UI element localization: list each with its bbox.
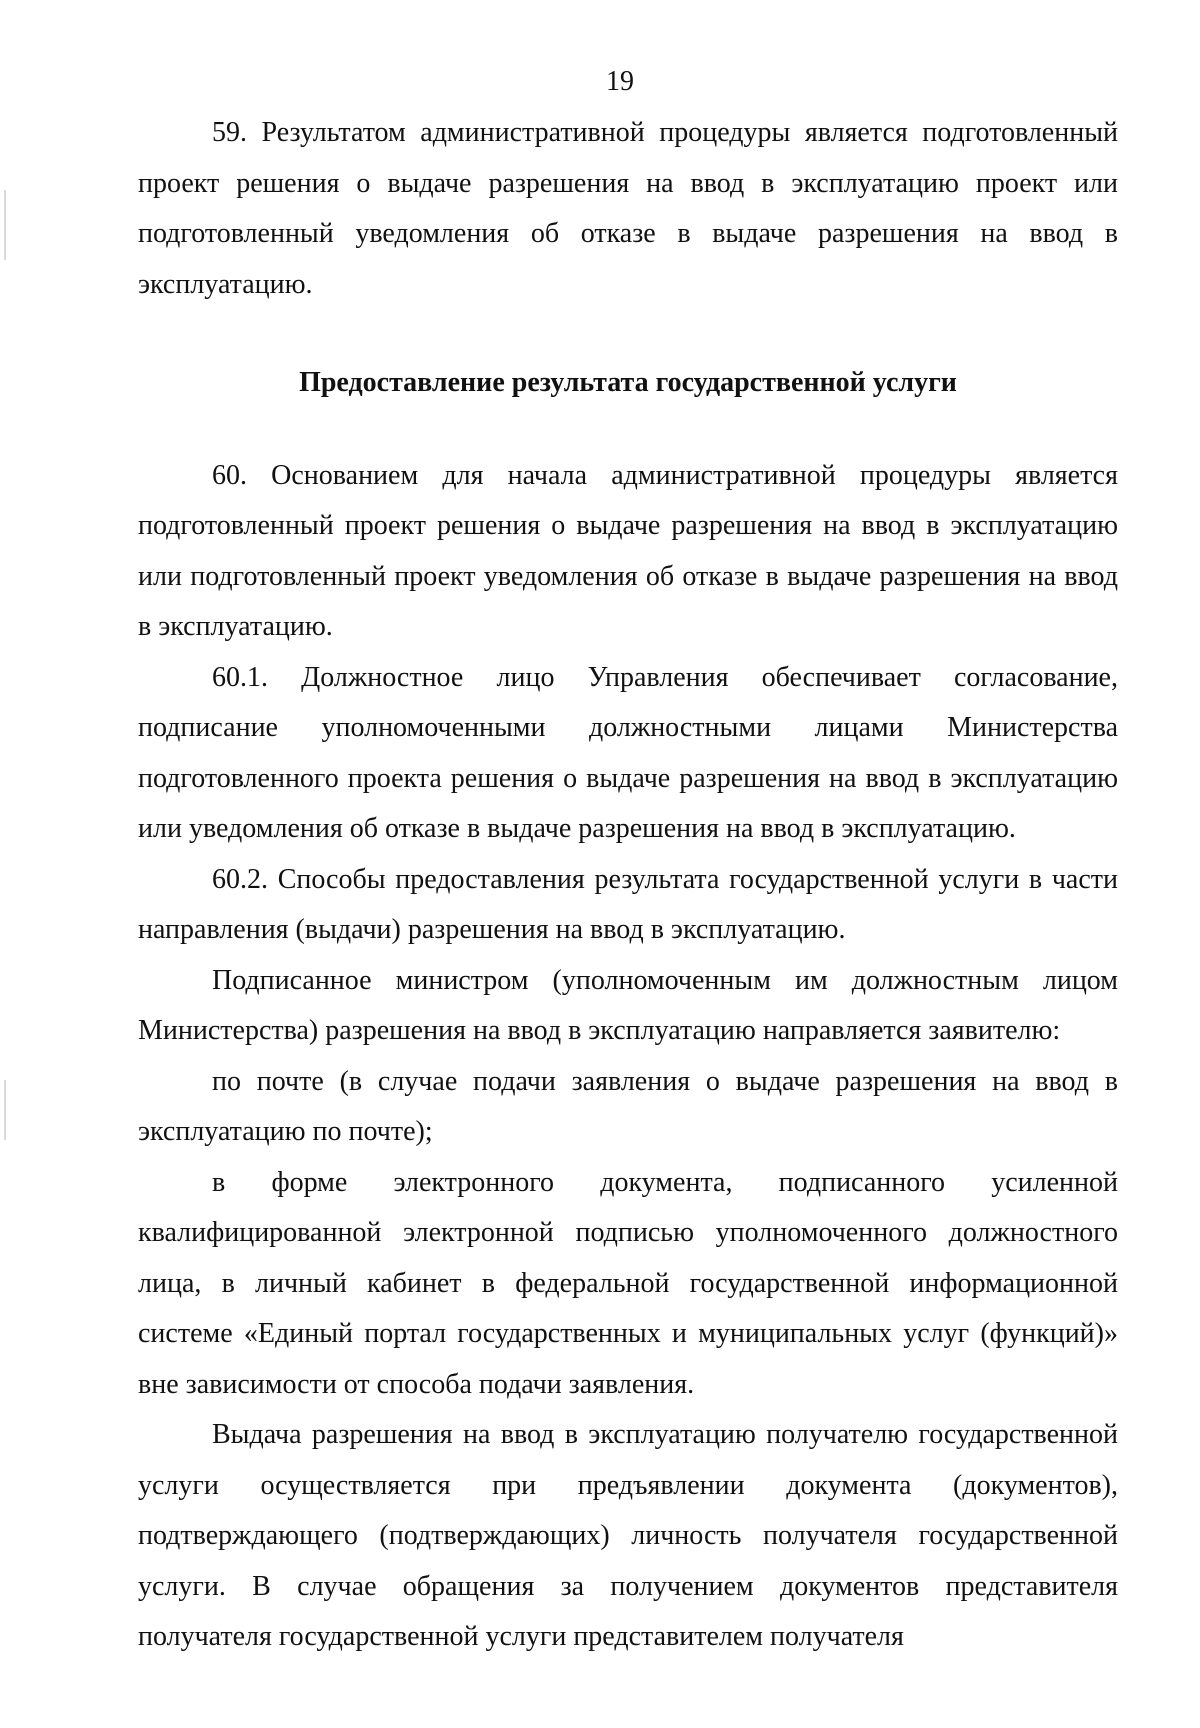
spacer: [138, 310, 1118, 358]
paragraph-signed-permit: Подписанное министром (уполномоченным им должностным лицом Министерства) разрешения на ввод в эксплуатацию направляется заявителю:: [138, 964, 1118, 1046]
page-number: 19: [606, 66, 634, 97]
paragraph-electronic-form: в форме электронного документа, подписанного усиленной квалифицированной электронной подписью уполномоченного должностного лица, в личный кабинет в федеральной государственной информационной системе «Единый портал государственных и муниципальных услуг (функций)» вне зависимости от способа подачи заявления.: [138, 1166, 1118, 1400]
section-heading: Предоставление результата государственной услуги: [299, 367, 957, 398]
spacer: [138, 409, 1118, 451]
document-body: [138, 108, 1118, 1663]
paragraph-by-mail: по почте (в случае подачи заявления о выдаче разрешения на ввод в эксплуатацию по почте);: [138, 1065, 1118, 1147]
paragraph-60: 60. Основанием для начала административной процедуры является подготовленный проект решения о выдаче разрешения на ввод в эксплуатацию или подготовленный проект уведомления об отказе в выдаче разрешения на ввод в эксплуатацию.: [138, 459, 1118, 642]
paragraph-60-2: 60.2. Способы предоставления результата государственной услуги в части направления (выдачи) разрешения на ввод в эксплуатацию.: [138, 863, 1118, 945]
paragraph-issuance: Выдача разрешения на ввод в эксплуатацию получателю государственной услуги осуществляется при предъявлении документа (документов), подтверждающего (подтверждающих) личность получателя государственной услуги. В случае обращения за получением документов представителя получателя государственной услуги представителем получателя: [138, 1419, 1118, 1652]
scan-edge-mark: [4, 190, 6, 260]
paragraph-59: 59. Результатом административной процедуры является подготовленный проект решения о выдаче разрешения на ввод в эксплуатацию проект или подготовленный уведомления об отказе в выдаче разрешения на ввод в эксплуатацию.: [138, 117, 1118, 300]
scan-edge-mark: [4, 1080, 6, 1140]
paragraph-60-1: 60.1. Должностное лицо Управления обеспечивает согласование, подписание уполномоченными должностными лицами Министерства подготовленного проекта решения о выдаче разрешения на ввод в эксплуатацию или уведомления об отказе в выдаче разрешения на ввод в эксплуатацию.: [138, 661, 1118, 844]
